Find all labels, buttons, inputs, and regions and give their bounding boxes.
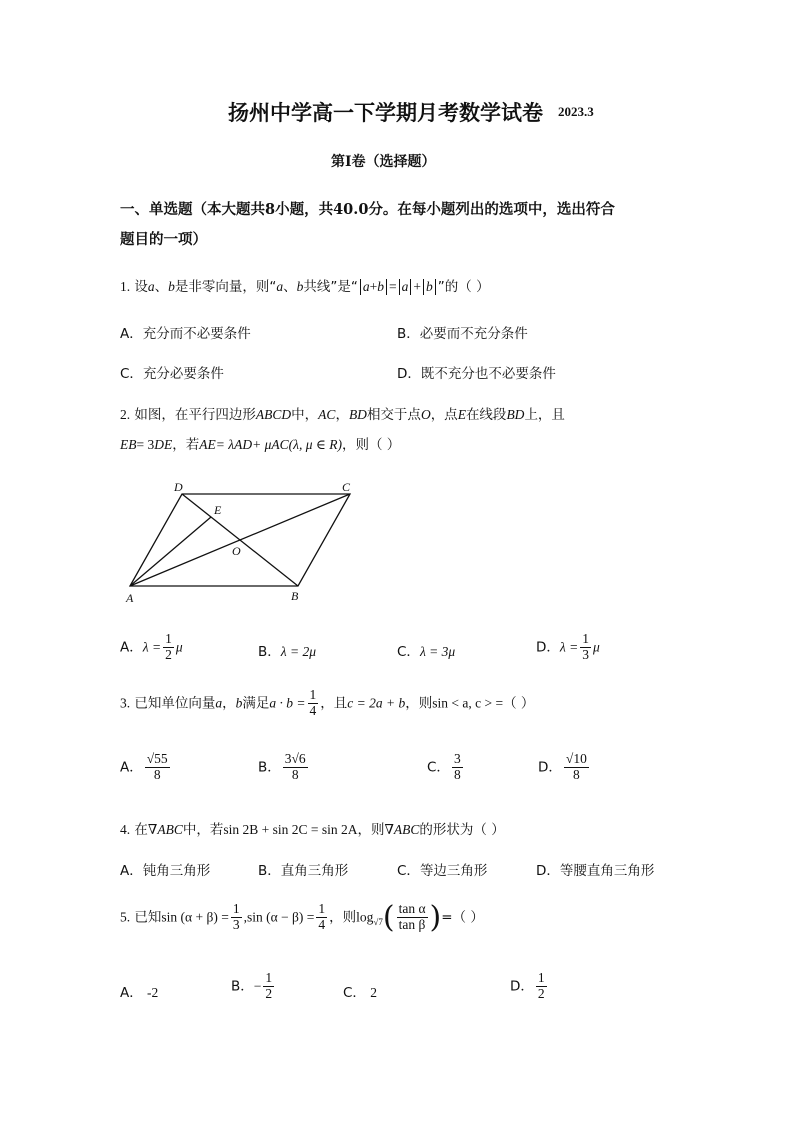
- exam-title: 扬州中学高一下学期月考数学试卷: [228, 100, 543, 125]
- q1-option-b[interactable]: B．必要而不充分条件: [397, 326, 528, 342]
- question-2-line2: EB= 3DE，若AE= λAD+ μAC(λ, μ ∈ R)，则（ ）: [120, 437, 401, 453]
- q2-option-a[interactable]: A．λ = $\frac{1}{2}$ μ: [120, 631, 183, 662]
- section-heading-line1: 一、单选题（本大题共8小题，共40.0分。在每小题列出的选项中，选出符合: [120, 201, 615, 218]
- q5-option-a[interactable]: A． -2: [120, 985, 159, 1001]
- question-4: 4. 在∇ABC中，若sin 2B + sin 2C = sin 2A，则∇ABC的形状为（ ）: [120, 822, 505, 838]
- q4-option-c[interactable]: C．等边三角形: [397, 863, 488, 879]
- question-2-line1: 2. 如图，在平行四边形ABCD中，AC，BD相交于点O，点E在线段BD上，且: [120, 407, 565, 423]
- q1-option-c[interactable]: C．充分必要条件: [120, 366, 224, 382]
- segment-ae: [130, 517, 211, 586]
- q5-option-c[interactable]: C． 2: [343, 985, 377, 1001]
- q1-number: 1.: [120, 279, 131, 294]
- label-o: O: [232, 544, 241, 558]
- question-1: 1. 设a、b是非零向量，则“a、b共线”是“ a+b = a + b ”的（ ）: [120, 279, 490, 295]
- question-5: 5. 已知sin (α + β) = $\frac{1}{3}$ ,sin (α − β) = $\frac{1}{4}$ ，则$\log_{√7}$( $\frac{\text{tan α}}{\text{tan β}}$ )=（ ）: [120, 900, 484, 935]
- q5-option-d[interactable]: D． $\frac{1}{2}$: [510, 970, 545, 1001]
- q1-option-a[interactable]: A．充分而不必要条件: [120, 326, 251, 342]
- part-title: 第I卷（选择题）: [331, 154, 436, 170]
- q4-option-b[interactable]: B．直角三角形: [258, 863, 349, 879]
- parallelogram-figure: [118, 476, 368, 608]
- q2-option-c[interactable]: C．λ = 3μ: [397, 644, 456, 660]
- q2-option-b[interactable]: B．λ = 2μ: [258, 644, 316, 660]
- diagonal-bd: [182, 494, 298, 586]
- exam-date: 2023.3: [558, 104, 594, 119]
- label-b: B: [291, 589, 299, 603]
- question-3: 3. 已知单位向量a，b满足a · b = $\frac{1}{4}$ ，且c = 2a + b，则sin < a, c > =（ ）: [120, 687, 535, 718]
- section-heading-line2: 题目的一项）: [120, 231, 207, 248]
- label-a: A: [126, 591, 134, 605]
- q1-option-d[interactable]: D．既不充分也不必要条件: [397, 366, 556, 382]
- q4-option-d[interactable]: D．等腰直角三角形: [536, 863, 655, 879]
- q5-option-b[interactable]: B．− $\frac{1}{2}$: [231, 970, 273, 1001]
- label-c: C: [342, 480, 351, 494]
- q3-option-b[interactable]: B． $\frac{3√6}{8}$: [258, 751, 306, 782]
- q3-option-c[interactable]: C． $\frac{3}{8}$: [427, 751, 461, 782]
- q3-option-d[interactable]: D． $\frac{√10}{8}$: [538, 751, 587, 782]
- label-e: E: [214, 503, 222, 517]
- q3-option-a[interactable]: A． $\frac{√55}{8}$: [120, 751, 168, 782]
- q2-option-d[interactable]: D．λ = $\frac{1}{3}$ μ: [536, 631, 600, 662]
- label-d: D: [174, 480, 183, 494]
- q4-option-a[interactable]: A．钝角三角形: [120, 863, 211, 879]
